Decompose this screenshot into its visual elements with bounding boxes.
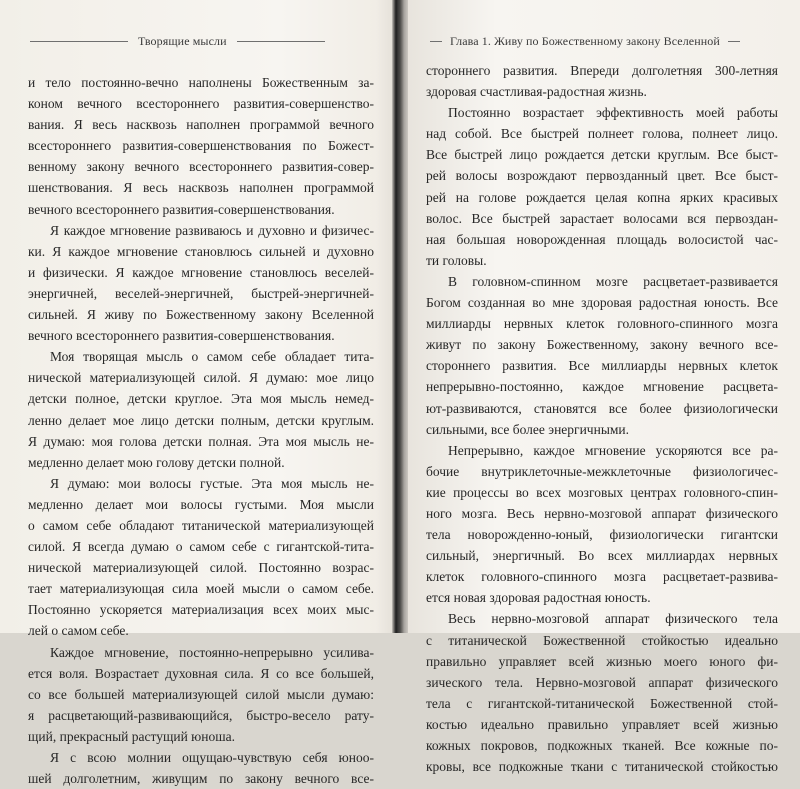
text-line: зического тела. Нервно-мозговой аппарат физического — [426, 674, 778, 690]
text-line: бочие внутриклеточные-межклеточные физиологичес- — [426, 463, 778, 479]
text-line: непрерывно-постоянно, каждое мгновение расцвета- — [426, 379, 778, 395]
text-line: сильными, все более энергичными. — [426, 421, 630, 437]
text-line: клеток головного-спинного мозга расцветает-развива- — [426, 569, 778, 585]
text-line: кожных покровов, подкожных тканей. Все кожные по- — [426, 738, 778, 753]
text-line: детски полное, детски круглое. Эта моя мысль немед- — [28, 391, 374, 407]
text-line: медленно делает мои волосы густыми. Моя мысли — [28, 496, 374, 512]
text-line: венному закону вечного всестороннего развития-совер- — [28, 159, 374, 175]
left-running-head — [30, 34, 370, 49]
text-line: и тело постоянно-вечно наполнены Божественным за- — [28, 75, 374, 90]
text-line: Я думаю: мои волосы густые. Эта моя мысль не- — [50, 475, 374, 491]
text-line: ется воля. Возрастает духовная сила. Я со все большей, — [28, 665, 374, 681]
right-page — [408, 0, 800, 775]
text-line: лей о самом себе. — [28, 623, 129, 639]
text-line: Богом созданная во мне здоровая радостная юность. Все — [426, 295, 778, 311]
text-line: над собой. Все быстрей полнеет голова, полнеет лицо. — [426, 126, 778, 142]
running-head-rule — [237, 41, 325, 42]
text-line: ки. Я каждое мгновение становлюсь сильней и духовно — [28, 243, 374, 259]
running-head-rule — [30, 41, 128, 42]
text-line: щий, прекрасный растущий юноша. — [28, 728, 235, 744]
text-line: тела новорожденно-юный, физиологически гигантски — [426, 527, 778, 543]
text-line: ного мозга. Весь нервно-мозговой аппарат физического — [426, 505, 778, 521]
text-line: вания. Я весь насквозь наполнен программой вечного — [28, 117, 374, 133]
text-line: здоровая счастливая-радостная жизнь. — [426, 84, 647, 100]
left-body-text — [28, 72, 374, 789]
text-line: Постоянно ускоряется материализация всех моих мыс- — [28, 602, 374, 618]
text-line: силой. Я всегда думаю о самом себе с гигантской-тита- — [28, 539, 374, 555]
text-line: рей волосы возрождают первозданный цвет. Все быст- — [426, 168, 778, 184]
text-line: стороннего развития. Все миллиарды нервных клеток — [426, 358, 778, 374]
left-running-head-title: Творящие мысли — [138, 34, 227, 48]
text-line: я расцветающий-развивающийся, быстро-весело рату- — [28, 707, 374, 723]
right-running-head — [430, 34, 780, 49]
text-line: тает материализующая сила моей мысли о самом себе. — [28, 581, 374, 597]
text-line: ют-развиваются, становятся все более физиологически — [426, 400, 778, 416]
text-line: кие процессы во всех мозговых центрах головного-спин- — [426, 484, 778, 500]
text-line: стороннего развития. Впереди долголетняя 300-летняя — [426, 63, 778, 78]
text-line: энергичней, веселей-энергичней, быстрей-энергичней- — [28, 285, 374, 301]
text-line: Я с всою молнии ощущаю-чувствую себя юноо- — [50, 750, 374, 765]
text-line: ти головы. — [426, 252, 487, 268]
text-line: костью идеально правильно управляет всей жизнью — [426, 716, 778, 732]
text-line: Моя творящая мысль о самом себе обладает тита- — [50, 349, 374, 365]
text-line: всестороннего развития-совершенствования по Божест- — [28, 138, 374, 154]
text-line: шей долголетним, живущим по закону вечного все- — [28, 771, 374, 787]
text-line: Я каждое мгновение развиваюсь и духовно и физичес- — [50, 222, 374, 238]
right-running-head-title: Глава 1. Живу по Божественному закону Вселенной — [450, 34, 720, 48]
text-line: рей на голове рождается целая копна ярких красивых — [426, 189, 778, 205]
text-line: коном вечного всестороннего развития-совершенство- — [28, 96, 374, 112]
text-line: Весь нервно-мозговой аппарат физического тела — [448, 611, 778, 627]
text-line: нической материализующей силой. Я думаю: мое лицо — [28, 370, 374, 386]
text-line: волос. Все быстрей зарастает волосами вся первоздан- — [426, 210, 778, 226]
text-line: и физически. Я каждое мгновение становлюсь веселей- — [28, 264, 374, 280]
text-line: миллиарды нервных клеток головного-спинного мозга — [426, 316, 778, 332]
text-line: В головном-спинном мозге расцветает-развивается — [448, 273, 778, 289]
text-line: правильно управляет всей жизнью моего юного фи- — [426, 653, 778, 669]
text-line: ная большая новорожденная площадь волосистой час- — [426, 231, 778, 247]
left-page — [0, 0, 392, 787]
text-line: ется новая здоровая радостная юность. — [426, 590, 651, 606]
text-line: Все быстрей лицо рождается детски круглым. Все быст- — [426, 147, 778, 163]
text-line: с титанической Божественной стойкостью идеально — [426, 632, 778, 648]
text-line: сильней. Я живу по Божественному закону Вселенной — [28, 307, 374, 323]
text-line: Каждое мгновение, постоянно-непрерывно усилива- — [50, 644, 374, 660]
text-line: Непрерывно, каждое мгновение ускоряются все ра- — [448, 442, 778, 458]
text-line: вечного всестороннего развития-совершенствования. — [28, 328, 335, 344]
text-line: о самом себе обладают титанической материализующей — [28, 517, 374, 533]
text-line: ленно делает мое лицо детски полным, детски круглым. — [28, 412, 374, 428]
text-line: живут по закону Божественному, закону вечного все- — [426, 337, 778, 353]
right-body-text — [426, 60, 778, 777]
book-spine — [392, 0, 408, 633]
text-line: кровы, все подкожные ткани с титанической стойкостью — [426, 759, 778, 775]
text-line: шенствования. Я весь насквозь наполнен программой — [28, 180, 374, 196]
text-line: тела с гигантской-титанической Божественной стой- — [426, 695, 778, 711]
text-line: нической материализующей силой. Постоянно возрас- — [28, 560, 374, 576]
text-line: сильный, энергичный. Во всех миллиардах нервных — [426, 548, 778, 564]
running-head-rule — [728, 41, 740, 42]
text-line: Постоянно возрастает эффективность моей работы — [448, 105, 778, 121]
text-line: со все большей материализующей силой мысли думаю: — [28, 686, 374, 702]
text-line: Я думаю: моя голова детски полная. Эта моя мысль не- — [28, 433, 374, 449]
text-line: вечного всестороннего развития-совершенствования. — [28, 201, 335, 217]
running-head-rule — [430, 41, 442, 42]
text-line: медленно делает мою голову детски полной. — [28, 454, 285, 470]
